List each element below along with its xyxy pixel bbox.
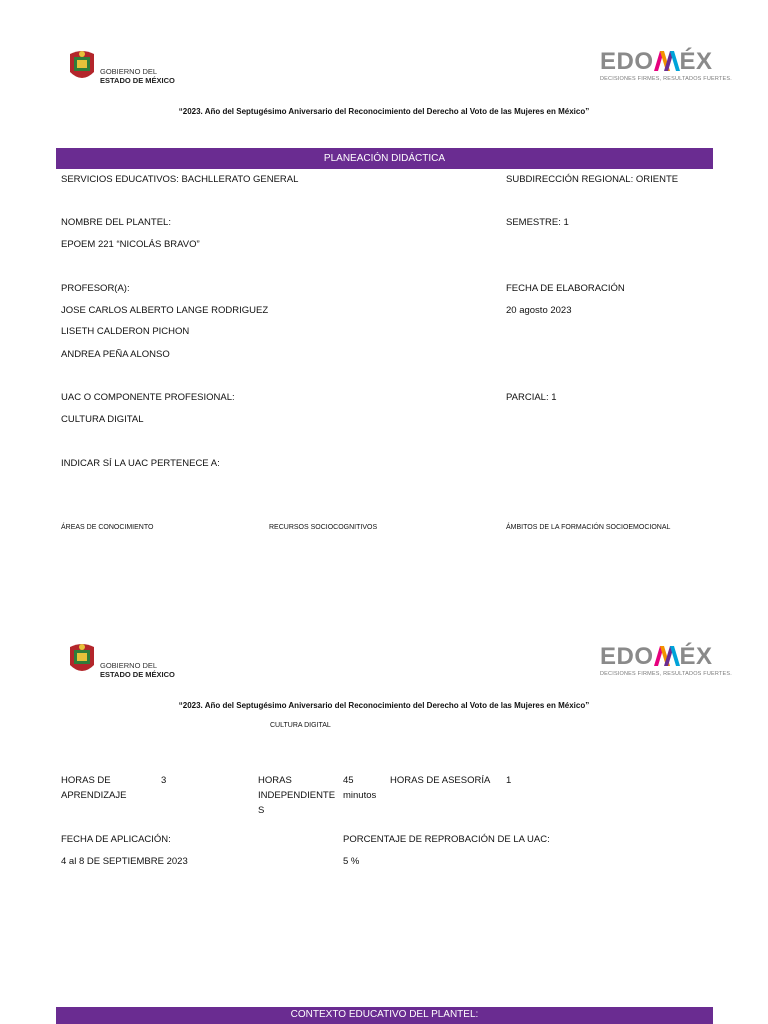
semestre: SEMESTRE: 1 — [506, 217, 569, 228]
parcial: PARCIAL: 1 — [506, 392, 557, 403]
fecha-aplicacion-label: FECHA DE APLICACIÓN: — [61, 834, 171, 845]
horas-independientes-label: HORAS INDEPENDIENTE S — [258, 775, 336, 816]
edomex-logo: EDO ÉX DECISIONES FIRMES, RESULTADOS FUERTES. — [600, 48, 732, 82]
multicolor-m-icon — [654, 51, 680, 76]
profesor-name: ANDREA PEÑA ALONSO — [61, 349, 170, 360]
government-name: GOBIERNO DEL ESTADO DE MÉXICO — [100, 67, 175, 85]
state-seal-logo — [66, 641, 98, 682]
contexto-educativo-bar: CONTEXTO EDUCATIVO DEL PLANTEL: — [56, 1007, 713, 1024]
profesor-name: LISETH CALDERON PICHON — [61, 326, 190, 337]
servicios-educativos: SERVICIOS EDUCATIVOS: BACHLLERATO GENERAL — [61, 174, 299, 185]
fecha-aplicacion-value: 4 al 8 DE SEPTIEMBRE 2023 — [61, 856, 188, 867]
horas-asesoria-value: 1 — [506, 775, 512, 786]
anniversary-motto: “2023. Año del Septugésimo Aniversario del Reconocimiento del Derecho al Voto de las Mujeres en México” — [178, 107, 590, 116]
horas-aprendizaje-value: 3 — [161, 775, 167, 786]
subdireccion-regional: SUBDIRECCIÓN REGIONAL: ORIENTE — [506, 174, 679, 185]
horas-independientes-value: 45 minutos — [343, 775, 377, 801]
fecha-elaboracion-value: 20 agosto 2023 — [506, 305, 572, 316]
anniversary-motto: “2023. Año del Septugésimo Aniversario del Reconocimiento del Derecho al Voto de las Mujeres en México” — [178, 701, 590, 710]
ambitos-formacion: ÁMBITOS DE LA FORMACIÓN SOCIOEMOCIONAL — [506, 524, 671, 531]
state-seal-logo — [66, 48, 98, 89]
porcentaje-reprobacion-label: PORCENTAJE DE REPROBACIÓN DE LA UAC: — [343, 834, 550, 845]
multicolor-m-icon — [654, 646, 680, 671]
porcentaje-reprobacion-value: 5 % — [343, 856, 360, 867]
uac-value: CULTURA DIGITAL — [61, 414, 144, 425]
uac-subtitle: CULTURA DIGITAL — [270, 722, 331, 729]
uac-label: UAC O COMPONENTE PROFESIONAL: — [61, 392, 235, 403]
indicar-uac: INDICAR SÍ LA UAC PERTENECE A: — [61, 458, 220, 469]
plantel-value: EPOEM 221 “NICOLÁS BRAVO” — [61, 239, 200, 250]
recursos-sociocognitivos: RECURSOS SOCIOCOGNITIVOS — [269, 524, 378, 531]
horas-asesoria-label: HORAS DE ASESORÍA — [390, 775, 491, 786]
fecha-elaboracion-label: FECHA DE ELABORACIÓN — [506, 283, 625, 294]
horas-aprendizaje-label: HORAS DE APRENDIZAJE — [61, 775, 127, 801]
edomex-logo: EDO ÉX DECISIONES FIRMES, RESULTADOS FUERTES. — [600, 643, 732, 677]
profesor-label: PROFESOR(A): — [61, 283, 130, 294]
profesor-name: JOSE CARLOS ALBERTO LANGE RODRIGUEZ — [61, 305, 269, 316]
areas-conocimiento: ÁREAS DE CONOCIMIENTO — [61, 524, 154, 531]
government-name: GOBIERNO DEL ESTADO DE MÉXICO — [100, 661, 175, 679]
planeacion-title-bar: PLANEACIÓN DIDÁCTICA — [56, 148, 713, 169]
plantel-label: NOMBRE DEL PLANTEL: — [61, 217, 171, 228]
